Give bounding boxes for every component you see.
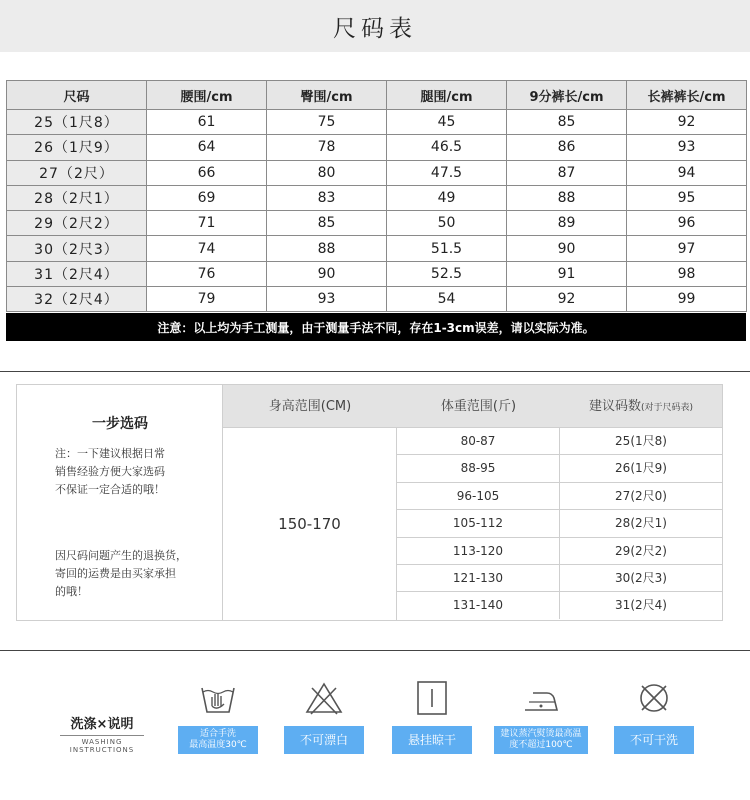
suggested-size: 30(2尺3) (615, 571, 667, 585)
size-cell: 26（1尺9） (7, 135, 147, 160)
washing-label (60, 713, 144, 754)
care-hand-wash (178, 680, 258, 754)
no-bleach-icon (304, 680, 344, 716)
page-title: 尺码表 (333, 15, 417, 42)
size-table-header (7, 81, 747, 110)
measure-cell: 91 (507, 261, 627, 286)
header-cell: 臀围/cm (267, 81, 387, 110)
measure-cell: 97 (627, 236, 747, 261)
measure-cell: 88 (507, 185, 627, 210)
measure-cell: 92 (627, 110, 747, 135)
measure-cell: 47.5 (387, 160, 507, 185)
suggested-size: 31(2尺4) (615, 598, 667, 613)
measure-cell: 51.5 (387, 236, 507, 261)
weight-range: 131-140 (397, 592, 560, 619)
measure-cell: 85 (267, 211, 387, 236)
size-table (6, 80, 747, 312)
weight-range: 113-120 (397, 538, 560, 565)
note-line: 销售经验方便大家选码 (55, 465, 165, 478)
care-no-bleach (284, 680, 364, 754)
weight-range: 96-105 (397, 483, 560, 510)
care-hang-dry (392, 680, 472, 754)
measure-cell: 75 (267, 110, 387, 135)
header-height: 身高范围(CM) (268, 399, 352, 414)
list-item (397, 428, 722, 455)
table-row (7, 185, 747, 210)
divider (0, 371, 750, 372)
height-range: 150-170 (223, 428, 397, 620)
measure-cell: 66 (147, 160, 267, 185)
measure-cell: 85 (507, 110, 627, 135)
table-row (7, 211, 747, 236)
recommend-header (223, 385, 722, 428)
measure-cell: 98 (627, 261, 747, 286)
measure-cell: 71 (147, 211, 267, 236)
table-row (7, 110, 747, 135)
header-cell: 长裤裤长/cm (627, 81, 747, 110)
list-item (397, 592, 722, 619)
measure-cell: 93 (267, 287, 387, 312)
note-line: 不保证一定合适的哦！ (55, 483, 165, 496)
weight-range: 121-130 (397, 565, 560, 592)
care-iron (494, 680, 588, 754)
measure-cell: 45 (387, 110, 507, 135)
list-item (397, 565, 722, 592)
header-size (560, 385, 722, 428)
measure-cell: 99 (627, 287, 747, 312)
header-cell: 尺码 (7, 81, 147, 110)
iron-icon (521, 680, 561, 716)
size-cell: 32（2尺4） (7, 287, 147, 312)
header-weight: 体重范围(斤) (440, 399, 517, 414)
size-cell: 25（1尺8） (7, 110, 147, 135)
measure-cell: 90 (267, 261, 387, 286)
measure-cell: 61 (147, 110, 267, 135)
list-item (397, 483, 722, 510)
measure-cell: 46.5 (387, 135, 507, 160)
measure-cell: 89 (507, 211, 627, 236)
suggested-size: 26(1尺9) (615, 461, 667, 476)
weight-range: 88-95 (397, 455, 560, 482)
care-label: 悬挂晾干 (392, 726, 472, 754)
divider (0, 650, 750, 651)
weight-range: 105-112 (397, 510, 560, 537)
measure-cell: 76 (147, 261, 267, 286)
recommend-block (16, 384, 723, 621)
care-label (178, 726, 258, 754)
measure-cell: 79 (147, 287, 267, 312)
measure-cell: 74 (147, 236, 267, 261)
measure-cell: 92 (507, 287, 627, 312)
measure-cell: 96 (627, 211, 747, 236)
measure-cell: 52.5 (387, 261, 507, 286)
weight-range: 80-87 (397, 428, 560, 455)
table-row (7, 135, 747, 160)
care-text: 最高温度30℃ (189, 740, 247, 750)
washing-en: WASHING (81, 738, 123, 746)
size-cell: 27（2尺） (7, 160, 147, 185)
note-line: 寄回的运费是由买家承担 (55, 567, 176, 580)
size-cell: 28（2尺1） (7, 185, 147, 210)
recommend-info (17, 385, 223, 620)
care-no-dry-clean (614, 680, 694, 754)
title-band (0, 0, 750, 52)
hang-dry-icon (412, 680, 452, 716)
table-row (7, 236, 747, 261)
header-cell: 腰围/cm (147, 81, 267, 110)
table-row (7, 160, 747, 185)
measure-cell: 49 (387, 185, 507, 210)
measure-cell: 95 (627, 185, 747, 210)
list-item (397, 510, 722, 537)
recommend-note (55, 445, 165, 499)
washing-divider (60, 735, 144, 736)
measure-cell: 64 (147, 135, 267, 160)
return-note (55, 547, 187, 601)
measure-cell: 83 (267, 185, 387, 210)
suggested-size: 28(2尺1) (615, 516, 667, 531)
note-line: 注：一下建议根据日常 (55, 447, 165, 460)
header-cell: 腿围/cm (387, 81, 507, 110)
size-cell: 29（2尺2） (7, 211, 147, 236)
measure-cell: 90 (507, 236, 627, 261)
measure-cell: 69 (147, 185, 267, 210)
measure-cell: 93 (627, 135, 747, 160)
measure-cell: 80 (267, 160, 387, 185)
note-line: 因尺码问题产生的退换货， (55, 549, 187, 562)
list-item (397, 455, 722, 482)
washing-en: INSTRUCTIONS (69, 746, 135, 754)
no-dry-clean-icon (634, 680, 674, 716)
header-cell: 9分裤长/cm (507, 81, 627, 110)
care-label: 不可漂白 (284, 726, 364, 754)
measure-cell: 86 (507, 135, 627, 160)
note-line: 的哦！ (55, 585, 88, 598)
care-label: 不可干洗 (614, 726, 694, 754)
care-text: 度不超过100℃ (509, 740, 573, 750)
table-row (7, 261, 747, 286)
recommend-title: 一步选码 (92, 416, 148, 432)
care-label (494, 726, 588, 754)
suggested-size: 29(2尺2) (615, 543, 667, 558)
notice-bar: 注意：以上均为手工测量，由于测量手法不同，存在1-3cm误差，请以实际为准。 (6, 313, 746, 341)
measure-cell: 87 (507, 160, 627, 185)
measure-cell: 94 (627, 160, 747, 185)
hand-wash-icon (198, 680, 238, 716)
washing-title: 洗涤×说明 (70, 717, 134, 732)
suggested-size: 25(1尺8) (615, 434, 667, 448)
size-cell: 30（2尺3） (7, 236, 147, 261)
list-item (397, 538, 722, 565)
measure-cell: 88 (267, 236, 387, 261)
size-cell: 31（2尺4） (7, 261, 147, 286)
care-text: 建议蒸汽熨烫最高温 (500, 729, 582, 739)
measure-cell: 78 (267, 135, 387, 160)
care-text: 适合手洗 (199, 729, 236, 739)
header-size-label: 建议码数 (588, 399, 641, 414)
suggested-size: 27(2尺0) (615, 488, 667, 503)
measure-cell: 50 (387, 211, 507, 236)
measure-cell: 54 (387, 287, 507, 312)
header-size-note: (对于尺码表) (640, 403, 694, 413)
table-row (7, 287, 747, 312)
